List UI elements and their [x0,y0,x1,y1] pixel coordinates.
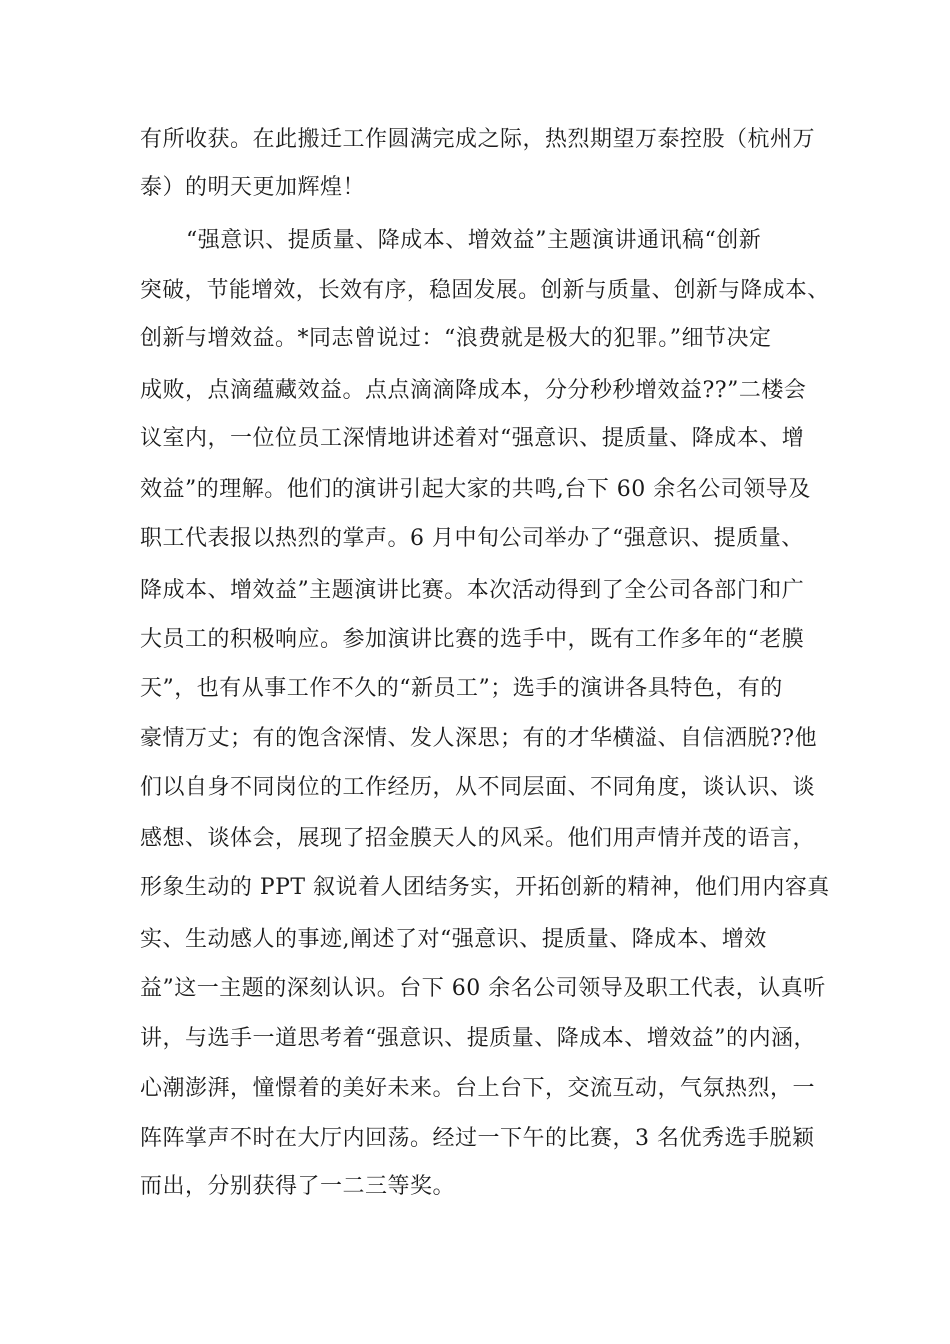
text-line: 感想、谈体会，展现了招金膜天人的风采。他们用声情并茂的语言， [140,826,816,851]
text-line: 降成本、增效益”主题演讲比赛。本次活动得到了全公司各部门和广 [140,578,805,603]
text-line: 阵阵掌声不时在大厅内回荡。经过一下午的比赛，3 名优秀选手脱颖 [140,1126,815,1151]
text-line: 职工代表报以热烈的掌声。6 月中旬公司举办了“强意识、提质量、 [140,526,804,551]
text-line: 突破，节能增效，长效有序，稳固发展。创新与质量、创新与降成本、 [140,278,830,303]
text-line: 实、生动感人的事迹,阐述了对“强意识、提质量、降成本、增效 [140,927,767,952]
text-line: 成败，点滴蕴藏效益。点点滴滴降成本，分分秒秒增效益??”二楼会 [140,378,807,403]
text-line: 而出，分别获得了一二三等奖。 [140,1174,456,1199]
text-line: 效益”的理解。他们的演讲引起大家的共鸣,台下 60 余名公司领导及 [140,477,811,502]
text-line: 创新与增效益。*同志曾说过：“浪费就是极大的犯罪。”细节决定 [140,326,772,351]
text-line: 大员工的积极响应。参加演讲比赛的选手中，既有工作多年的“老膜 [140,627,805,652]
text-line: 们以自身不同岗位的工作经历，从不同层面、不同角度，谈认识、谈 [140,775,816,800]
text-line: 讲，与选手一道思考着“强意识、提质量、降成本、增效益”的内涵， [140,1026,816,1051]
text-line: 天”，也有从事工作不久的“新员工”；选手的演讲各具特色，有的 [140,676,783,701]
text-line: 心潮澎湃，憧憬着的美好未来。台上台下，交流互动，气氛热烈，一 [140,1076,816,1101]
text-line: 豪情万丈；有的饱含深情、发人深思；有的才华横溢、自信洒脱??他 [140,726,818,751]
text-line: 议室内，一位位员工深情地讲述着对“强意识、提质量、降成本、增 [140,426,805,451]
text-line: 有所收获。在此搬迁工作圆满完成之际，热烈期望万泰控股（杭州万 [140,127,816,152]
text-line: 益”这一主题的深刻认识。台下 60 余名公司领导及职工代表，认真听 [140,976,826,1001]
paragraph-first-line: “强意识、提质量、降成本、增效益”主题演讲通讯稿“创新 [186,228,762,253]
text-line: 形象生动的 PPT 叙说着人团结务实，开拓创新的精神，他们用内容真 [140,875,830,900]
text-line: 泰）的明天更加辉煌！ [140,175,366,200]
